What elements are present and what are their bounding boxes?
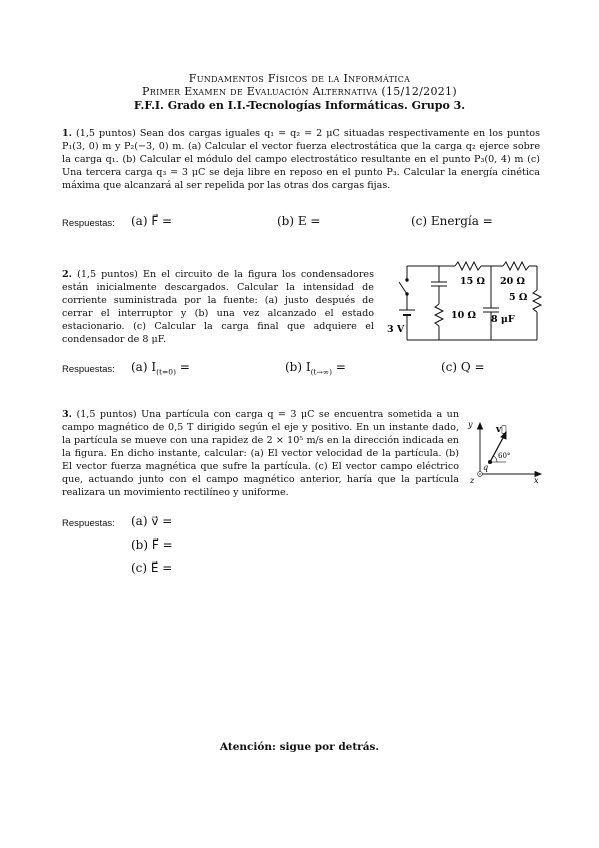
- circuit-diagram: [385, 258, 545, 350]
- question-2-text: (1,5 puntos) En el circuito de la figura los condensadores están inicialmente descargados. Calcular la intensidad de corriente suministrada por la fuente: (a) justo después de cerrar el interruptor y (b) una vez alcanzado el estado estacionario. (c) Calcular la carga final que adquiere el condensador de 8 μF.: [62, 269, 374, 345]
- q3-answer-c: (c) E⃗ =: [131, 561, 173, 575]
- label-x: x: [534, 476, 539, 484]
- q3-answers-label: Respuestas:: [62, 518, 115, 529]
- label-5-ohm: 5 Ω: [509, 292, 528, 303]
- resistor-10: [435, 304, 443, 326]
- label-angle: 60°: [498, 452, 511, 460]
- label-20-ohm: 20 Ω: [500, 276, 525, 287]
- resistor-15: [455, 262, 481, 270]
- question-2: [62, 268, 374, 346]
- q2-answer-b: [285, 360, 346, 376]
- question-3: [62, 408, 459, 499]
- q1-answer-c: (c) Energía =: [411, 214, 493, 228]
- q2-answer-b-label: (b) I: [285, 360, 311, 374]
- label-y: y: [468, 420, 473, 429]
- label-10-ohm: 10 Ω: [451, 310, 476, 321]
- q2-answer-a-label: (a) I: [131, 360, 157, 374]
- label-z: z: [470, 476, 475, 484]
- label-8uf: 8 μF: [491, 314, 515, 325]
- q3-answer-a: (a) v⃗ =: [131, 514, 173, 528]
- resistor-5: [533, 290, 541, 312]
- y-axis-arrowhead: [478, 423, 483, 429]
- label-3v: 3 V: [387, 324, 405, 335]
- switch: [399, 282, 407, 294]
- q2-answer-a: [131, 360, 190, 376]
- question-1-number: 1.: [62, 128, 73, 139]
- group-title: F.F.I. Grado en I.I.-Tecnologías Informáticas. Grupo 3.: [133, 99, 466, 112]
- question-3-text: (1,5 puntos) Una partícula con carga q = 3 μC se encuentra sometida a un campo magnético de 0,5 T dirigido según el eje y positivo. En un instante dado, la partícula se mueve con una rapidez de 2 × 10⁵ m/s en la dirección indicada en la figura. En dicho instante, calcular: (a) El vector velocidad de la partícula. (b) El vector fuerza magnética que sufre la partícula. (c) El vector campo eléctrico que, actuando junto con el campo magnético anterior, haría que la partícula realizara un movimiento rectilíneo y uniforme.: [62, 409, 459, 498]
- q1-answers-label: Respuestas:: [62, 218, 115, 229]
- label-q: q: [483, 463, 489, 472]
- exam-title: Primer Examen de Evaluación Alternativa (15/12/2021): [142, 85, 457, 98]
- question-1-text: (1,5 puntos) Sean dos cargas iguales q₁ = q₂ = 2 μC situadas respectivamente en los puntos P₁(3, 0) m y P₂(−3, 0) m. (a) Calcular el vector fuerza electrostática que la carga q₂ ejerce sobre la carga q₁. (b) Calcular el módulo del campo electrostático resultante en el punto P₃(0, 4) m (c) Una tercera carga q₃ = 3 μC se deja libre en reposo en el punto P₃. Calcular la energía cinética máxima que alcanzará al ser repelida por las otras dos cargas fijas.: [62, 128, 540, 191]
- question-2-number: 2.: [62, 269, 73, 280]
- footer-note: Atención: sigue por detrás.: [219, 741, 380, 753]
- q2-answers-label: Respuestas:: [62, 364, 115, 375]
- q2-answer-a-eq: =: [176, 360, 190, 374]
- question-3-number: 3.: [62, 409, 73, 420]
- q3-answer-b: (b) F⃗ =: [131, 538, 173, 552]
- angle-arc: [494, 456, 498, 462]
- charge-dot: [488, 460, 491, 463]
- velocity-diagram: [466, 418, 544, 484]
- q1-answer-b: (b) E =: [277, 214, 321, 228]
- q2-answer-b-eq: =: [332, 360, 346, 374]
- question-1: [62, 127, 540, 192]
- label-v: v⃗: [496, 425, 507, 435]
- q1-answer-a: (a) F⃗ =: [131, 214, 173, 228]
- q2-answer-a-sub: (t=0): [156, 367, 176, 377]
- label-15-ohm: 15 Ω: [460, 276, 485, 287]
- course-title: Fundamentos Físicos de la Informática: [188, 72, 411, 85]
- resistor-20: [503, 262, 529, 270]
- q2-answer-c: (c) Q =: [441, 360, 485, 374]
- q2-answer-b-sub: (t→∞): [310, 367, 333, 377]
